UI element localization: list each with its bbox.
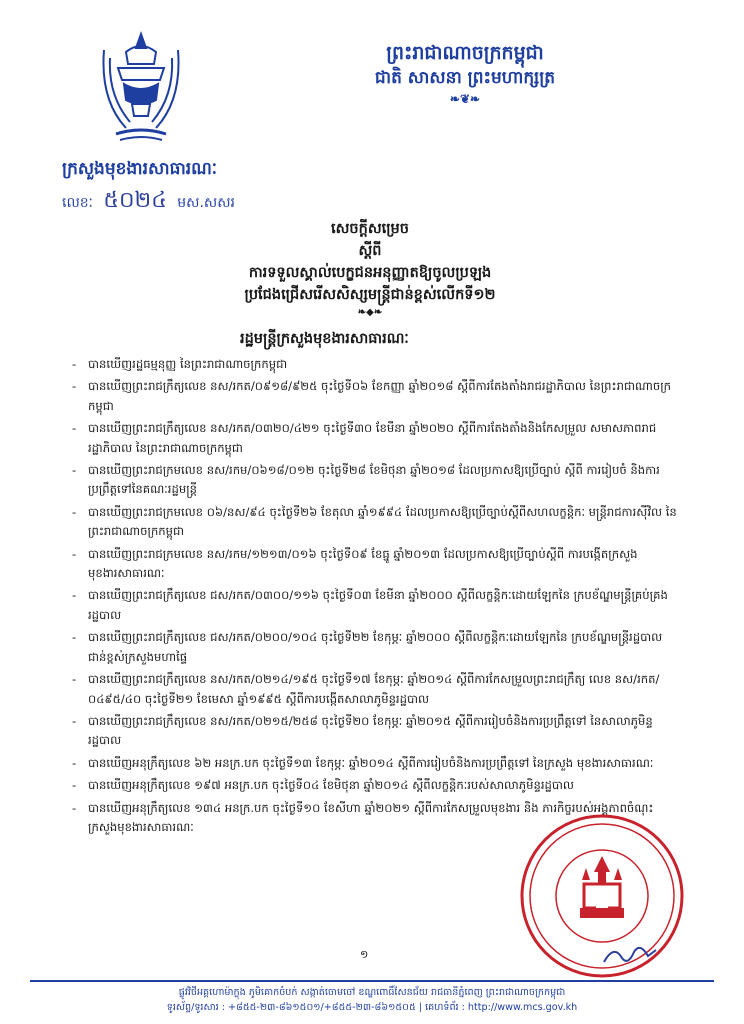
footer-divider [30,980,714,982]
list-item: - បានឃើញព្រះរាជក្រមលេខ ០៦/នស/៩៤ ចុះថ្ងៃទី២៦ ខែតុលា ឆ្នាំ១៩៩៤ ដែលប្រកាសឱ្យប្រើច្បាប់ស្ដីពីសហលក្ខន្តិកៈ មន្ត្រីរាជការស៊ីវិល នៃព្រះរាជាណាចក្រកម្ពុជា [70,503,680,542]
kingdom-header [300,40,630,106]
title-line-2: ស្ដីពី [358,242,382,259]
list-item: - បានឃើញព្រះរាជក្រមលេខ នស/រកម/០៦១៨/០១២ ចុះថ្ងៃទី២៨ ខែមិថុនា ឆ្នាំ២០១៨ ដែលប្រកាសឱ្យប្រើច្បាប់ ស្ដីពី ការរៀបចំ និងការប្រព្រឹត្តទៅនៃគណៈរដ្ឋមន្ត្រី [70,461,680,500]
list-item: - បានឃើញអនុក្រឹត្យលេខ ៦២ អនក្រ.បក ចុះថ្ងៃទី១៣ ខែកុម្ភៈ ឆ្នាំ២០១៤ ស្ដីពីការរៀបចំនិងការប្រព្រឹត្តទៅ នៃក្រសួង មុខងារសាធារណៈ [70,754,680,773]
list-item: - បានឃើញព្រះរាជក្រឹត្យលេខ នស/រកត/០២១៥/២៥៨ ចុះថ្ងៃទី២០ ខែកុម្ភៈ ឆ្នាំ២០១៥ ស្ដីពីការរៀបចំនិងការប្រព្រឹត្តទៅ នៃសាលាភូមិន្ទរដ្ឋបាល [70,712,680,751]
list-item: - បានឃើញព្រះរាជក្រឹត្យលេខ នស/រកត/០៣២០/៤២១ ចុះថ្ងៃទី៣០ ខែមីនា ឆ្នាំ២០២០ ស្ដីពីការតែងតាំងនិងកែសម្រួល សមាសភាពរាជរដ្ឋាភិបាល នៃព្រះរាជាណាចក្រកម្ពុជា [70,419,680,458]
title-separator: ❧◆❧ [357,307,383,318]
doc-number-label: លេខៈ [62,195,93,211]
doc-number-suffix: មស.សសរ [177,195,236,211]
legal-basis-list [70,355,680,840]
list-item: - បានឃើញព្រះរាជក្រឹត្យលេខ នស/រកត/០២១៤/១៩៥ ចុះថ្ងៃទី១៧ ខែកុម្ភៈ ឆ្នាំ២០១៤ ស្ដីពីការកែសម្រួលព្រះរាជក្រឹត្យ លេខ នស/រកត/០៤៩៥/៤០ ចុះថ្ងៃទី២១ ខែមេសា ឆ្នាំ១៩៩៥ ស្ដីពីការបង្កើតសាលាភូមិន្ទរដ្ឋបាល [70,670,680,709]
list-item: - បានឃើញអនុក្រឹត្យលេខ ១៩៧ អនក្រ.បក ចុះថ្ងៃទី០៤ ខែមិថុនា ឆ្នាំ២០១៤ ស្ដីពីលក្ខន្តិកៈរបស់សាលាភូមិន្ទរដ្ឋបាល [70,776,680,795]
royal-emblem-icon [96,30,186,146]
list-item: - បានឃើញព្រះរាជក្រឹត្យលេខ ជស/រកត/០២០០/១០៤ ចុះថ្ងៃទី២២ ខែកុម្ភៈ ឆ្នាំ២០០០ ស្ដីពីលក្ខន្តិកៈដោយឡែកនៃ ក្របខ័ណ្ឌមន្ត្រីរដ្ឋបាលជាន់ខ្ពស់ក្រសួងមហាផ្ទៃ [70,628,680,667]
doc-number-value: ៥០២៤ [103,188,167,213]
signature-icon [600,940,660,968]
title-line-1: សេចក្ដីសម្រេច [331,220,409,237]
list-item: - បានឃើញអនុក្រឹត្យលេខ ១៣៤ អនក្រ.បក ចុះថ្ងៃទី១០ ខែសីហា ឆ្នាំ២០២១ ស្ដីពីការកែសម្រួលមុខងារ និង ភារកិច្ចរបស់អង្គភាពចំណុះ ក្រសួងមុខងារសាធារណៈ [70,799,680,838]
list-item: - បានឃើញរដ្ឋធម្មនុញ្ញ នៃព្រះរាជាណាចក្រកម្ពុជា [70,355,680,374]
page-number: ១ [360,948,369,961]
list-item: - បានឃើញព្រះរាជក្រមលេខ នស/រកម/១២១៣/០១៦ ចុះថ្ងៃទី០៩ ខែធ្នូ ឆ្នាំ២០១៣ ដែលប្រកាសឱ្យប្រើច្បាប់ស្ដីពី ការបង្កើតក្រសួងមុខងារសាធារណៈ [70,545,680,584]
document-number [62,186,235,218]
national-motto: ជាតិ សាសនា ព្រះមហាក្សត្រ [374,68,556,88]
kingdom-name: ព្រះរាជាណាចក្រកម្ពុជា [386,42,544,64]
title-line-4: ប្រជែងជ្រើសរើសសិស្សមន្ត្រីជាន់ខ្ពស់លើកទី១២ [244,286,496,303]
minister-heading: រដ្ឋមន្ត្រីក្រសួងមុខងារសាធារណៈ [240,330,409,347]
list-item: - បានឃើញព្រះរាជក្រឹត្យលេខ នស/រកត/០៩១៨/៩២៥ ចុះថ្ងៃទី០៦ ខែកញ្ញា ឆ្នាំ២០១៨ ស្ដីពីការតែងតាំងរាជរដ្ឋាភិបាល នៃព្រះរាជាណាចក្រកម្ពុជា [70,377,680,416]
footer-contact: ទូរស័ព្ទ/ទូរសារ : +៨៥៥-២៣-៨៦១៥០១/+៨៥៥-២៣-៨៦១៥០៥ | គេហទំព័រ : http://www.mcs.gov.kh [166,1002,578,1013]
footer [30,985,714,1015]
footer-address: ផ្លូវវិថីអគ្គហោម៉ាក្លុង ភូមិគោកចំបក់ សង្កាត់ចោមចៅ ខណ្ឌពោធិ៍សែនជ័យ រាជធានីភ្នំពេញ ព្រះរាជាណាចក្រកម្ពុជា [178,987,566,998]
ministry-name: ក្រសួងមុខងារសាធារណៈ [62,159,218,179]
list-item: - បានឃើញព្រះរាជក្រឹត្យលេខ ជស/រកត/០៣០០/១១៦ ចុះថ្ងៃទី០៣ ខែមីនា ឆ្នាំ២០០០ ស្ដីពីលក្ខន្តិកៈដោយឡែកនៃ ក្របខ័ណ្ឌមន្ត្រីគ្រប់គ្រងរដ្ឋបាល [70,586,680,625]
header-ornament: ❧❦❧ [449,92,481,106]
title-line-3: ការទទួលស្គាល់បេក្ខជនអនុញ្ញាតឱ្យចូលប្រឡង [248,264,492,281]
decision-title [150,218,590,320]
